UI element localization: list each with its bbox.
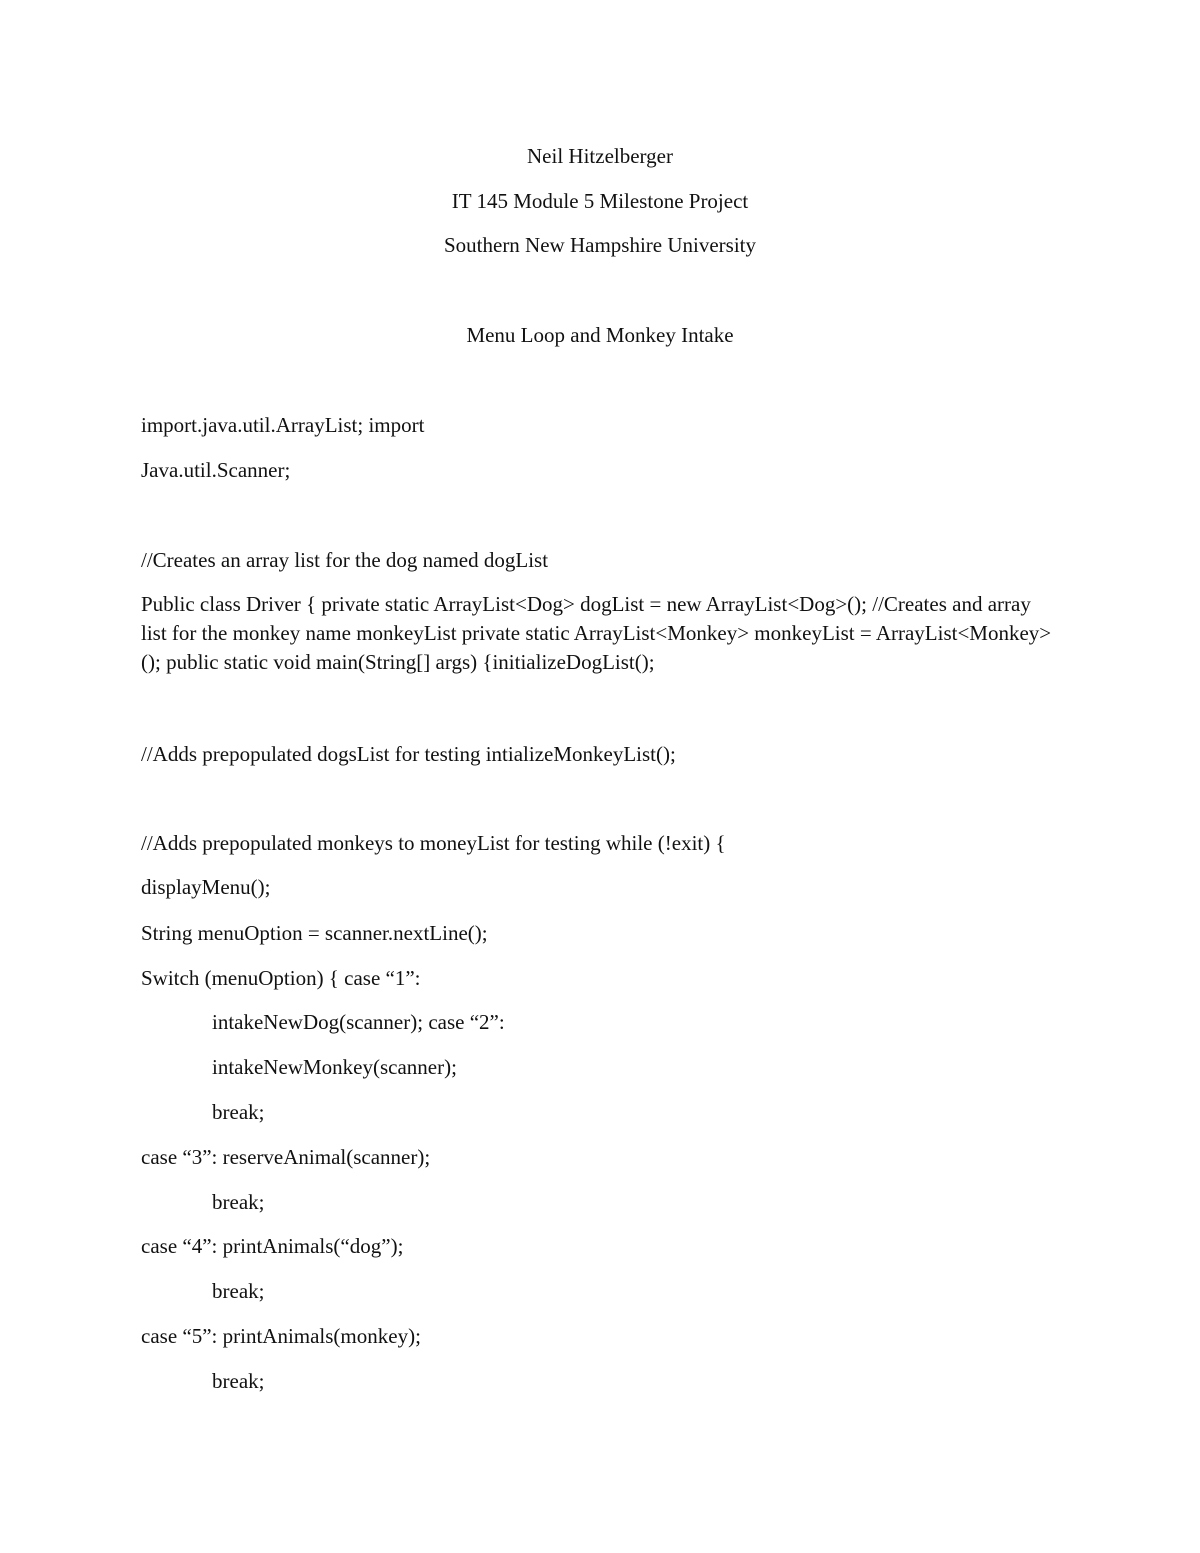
school-name: Southern New Hampshire University: [443, 233, 757, 257]
switch-line: Switch (menuOption) { case “1”:: [141, 966, 421, 990]
break-line-1: break;: [212, 1100, 265, 1124]
intake-dog-line: intakeNewDog(scanner); case “2”:: [212, 1010, 505, 1034]
break-line-3: break;: [212, 1279, 265, 1303]
course-title: IT 145 Module 5 Milestone Project: [451, 189, 749, 213]
document-title: Menu Loop and Monkey Intake: [466, 323, 734, 347]
comment-doglist: //Creates an array list for the dog named dogList: [141, 548, 549, 572]
comment-dogs: //Adds prepopulated dogsList for testing intializeMonkeyList();: [141, 742, 676, 766]
import-line-2: Java.util.Scanner;: [141, 458, 291, 482]
case-3-line: case “3”: reserveAnimal(scanner);: [141, 1145, 431, 1169]
class-declaration-paragraph: Public class Driver { private static ArrayList<Dog> dogList = new ArrayList<Dog>(); //Creates and array list for the monkey name monkeyList private static ArrayList<Monkey> monkeyList = ArrayList<Monkey>(); public static void main(String[] args) {initializeDogList();: [141, 592, 1052, 674]
author-name: Neil Hitzelberger: [527, 144, 673, 168]
display-menu-line: displayMenu();: [141, 875, 271, 899]
intake-monkey-line: intakeNewMonkey(scanner);: [212, 1055, 457, 1079]
import-line-1: import.java.util.ArrayList; import: [141, 413, 425, 437]
comment-monkeys: //Adds prepopulated monkeys to moneyList for testing while (!exit) {: [141, 831, 726, 855]
break-line-4: break;: [212, 1369, 265, 1393]
case-4-line: case “4”: printAnimals(“dog”);: [141, 1234, 404, 1258]
case-5-line: case “5”: printAnimals(monkey);: [141, 1324, 421, 1348]
break-line-2: break;: [212, 1190, 265, 1214]
menu-option-line: String menuOption = scanner.nextLine();: [141, 921, 488, 945]
